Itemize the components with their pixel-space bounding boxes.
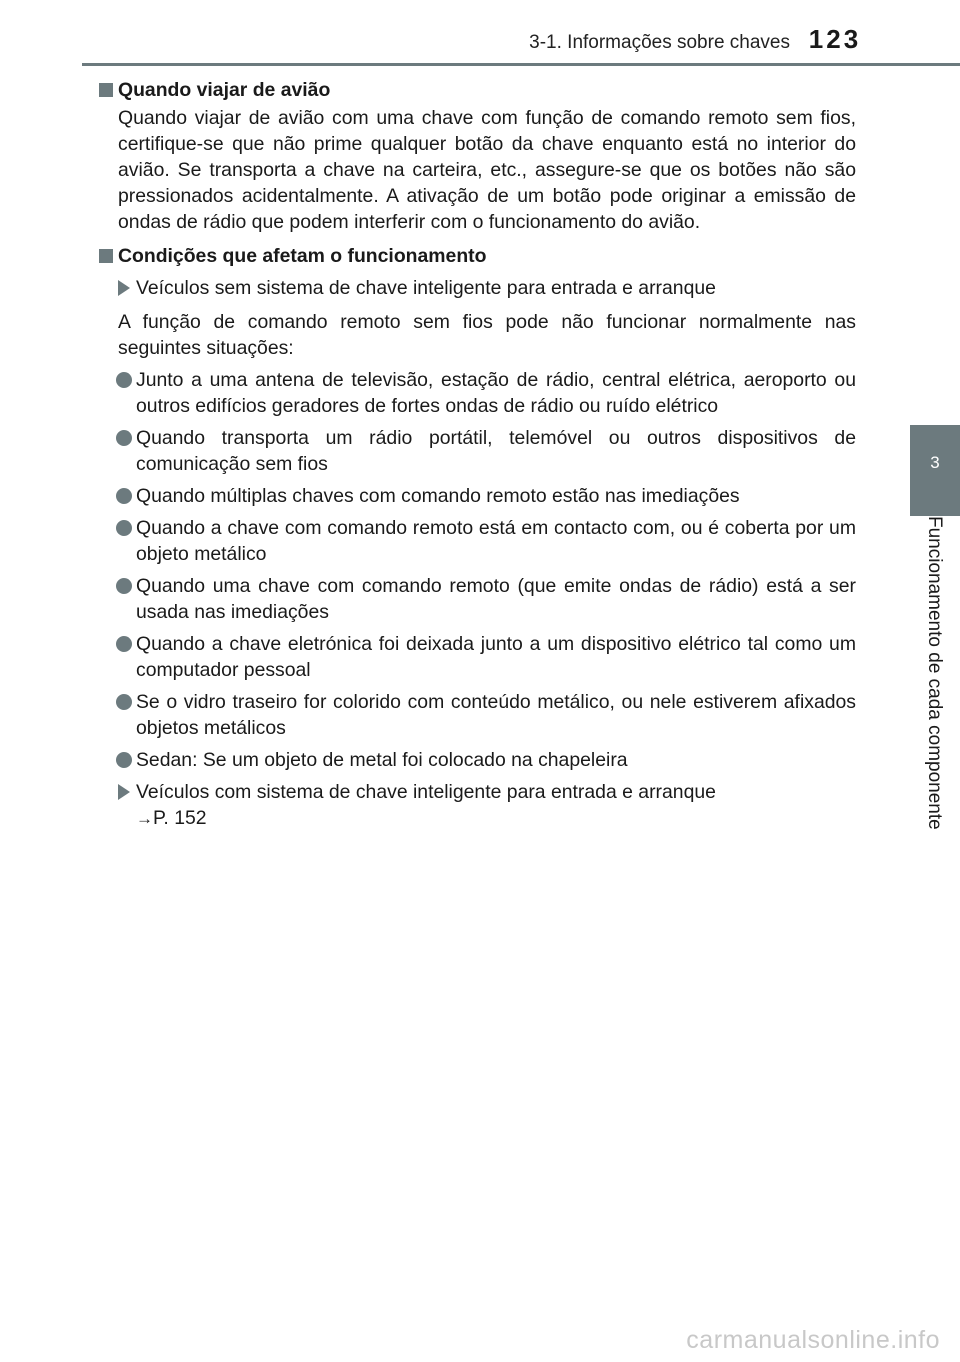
list-item bbox=[0, 367, 856, 419]
right-arrow-icon: → bbox=[136, 809, 153, 828]
circle-bullet-icon bbox=[116, 430, 132, 446]
list-item-text: Quando a chave eletrónica foi deixada junto a um dispositivo elétrico tal como um computador pessoal bbox=[136, 633, 856, 681]
section-paragraph: Quando viajar de avião com uma chave com função de comando remoto sem fios, certifique-se que não prime qualquer botão da chave enquanto está no interior do avião. Se transporta a chave na carteira, etc., assegure-se que os botões não são pressionados acidentalmente. A ativação de um botão pode originar a emissão de ondas de rádio que podem interferir com o funcionamento do avião. bbox=[118, 107, 856, 233]
section-heading bbox=[0, 77, 960, 105]
circle-bullet-icon bbox=[116, 694, 132, 710]
list-item bbox=[0, 425, 856, 477]
list-item bbox=[0, 631, 856, 683]
list-item-text: Quando a chave com comando remoto está em contacto com, ou é coberta por um objeto metálico bbox=[136, 517, 856, 565]
subsection-title-text: Veículos sem sistema de chave inteligente para entrada e arranque bbox=[136, 277, 716, 299]
heading-text: Condições que afetam o funcionamento bbox=[118, 245, 487, 267]
header-divider bbox=[82, 63, 960, 66]
page-reference[interactable] bbox=[136, 805, 856, 832]
circle-bullet-icon bbox=[116, 752, 132, 768]
triangle-arrow-icon bbox=[118, 784, 130, 800]
page-reference-text: P. 152 bbox=[153, 807, 207, 829]
square-bullet-icon bbox=[99, 83, 113, 97]
list-item-text: Sedan: Se um objeto de metal foi colocado na chapeleira bbox=[136, 749, 628, 771]
circle-bullet-icon bbox=[116, 372, 132, 388]
chapter-number: 3 bbox=[930, 453, 940, 472]
square-bullet-icon bbox=[99, 249, 113, 263]
subsection-title bbox=[0, 275, 856, 301]
list-item-text: Quando transporta um rádio portátil, telemóvel ou outros dispositivos de comunicação sem fios bbox=[136, 427, 856, 475]
list-item-text: Quando uma chave com comando remoto (que emite ondas de rádio) está a ser usada nas imediações bbox=[136, 575, 856, 623]
heading-text: Quando viajar de avião bbox=[118, 79, 331, 101]
circle-bullet-icon bbox=[116, 488, 132, 504]
list-item bbox=[0, 573, 856, 625]
subsection-intro: A função de comando remoto sem fios pode não funcionar normalmente nas seguintes situações: bbox=[118, 311, 856, 359]
page-header bbox=[0, 0, 960, 66]
chapter-title: Funcionamento de cada componente bbox=[924, 516, 945, 830]
triangle-arrow-icon bbox=[118, 280, 130, 296]
page-content bbox=[0, 77, 960, 832]
list-item-text: Quando múltiplas chaves com comando remoto estão nas imediações bbox=[136, 485, 740, 507]
list-item bbox=[0, 515, 856, 567]
subsection-title bbox=[0, 779, 856, 832]
section-heading bbox=[0, 243, 960, 271]
list-item-text: Se o vidro traseiro for colorido com conteúdo metálico, ou nele estiverem afixados objetos metálicos bbox=[136, 691, 856, 739]
watermark-text: carmanualsonline.info bbox=[686, 1326, 940, 1354]
circle-bullet-icon bbox=[116, 578, 132, 594]
page-number: 123 bbox=[808, 24, 862, 54]
list-item bbox=[0, 747, 856, 773]
list-item-text: Junto a uma antena de televisão, estação de rádio, central elétrica, aeroporto ou outros edifícios geradores de fortes ondas de rádio ou ruído elétrico bbox=[136, 369, 856, 417]
circle-bullet-icon bbox=[116, 520, 132, 536]
list-item bbox=[0, 689, 856, 741]
section-title: 3-1. Informações sobre chaves bbox=[529, 32, 790, 53]
subsection-title-text: Veículos com sistema de chave inteligente para entrada e arranque bbox=[136, 781, 716, 803]
circle-bullet-icon bbox=[116, 636, 132, 652]
list-item bbox=[0, 483, 856, 509]
